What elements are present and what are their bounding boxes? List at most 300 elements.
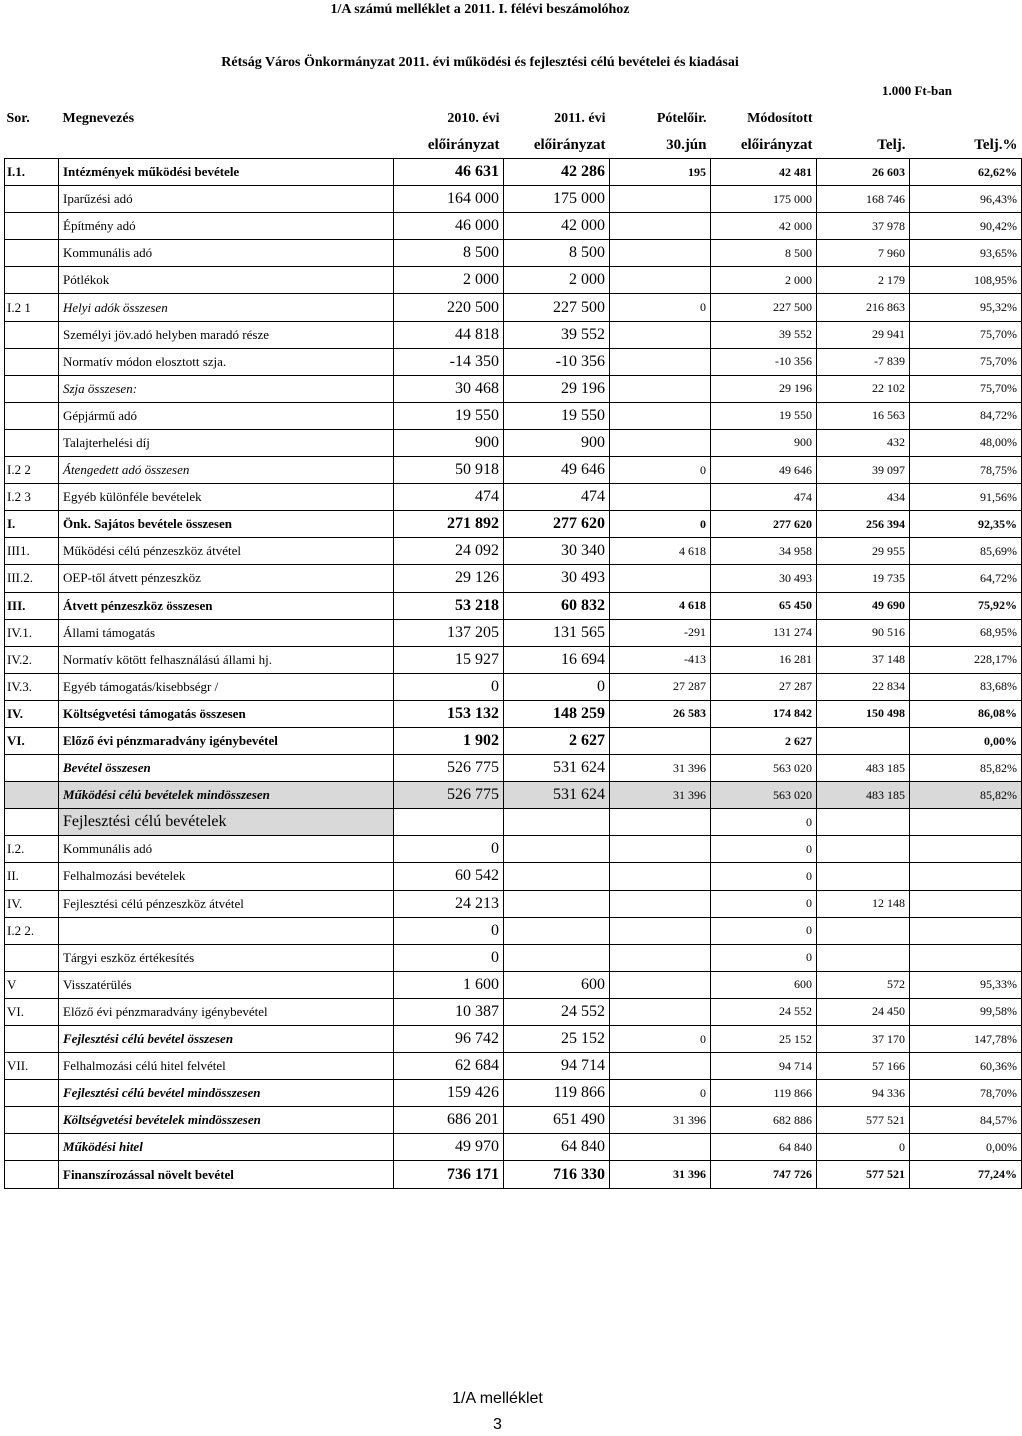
table-row <box>5 159 1022 186</box>
table-row <box>5 782 1022 809</box>
cell-fulfillment-percent: 86,08% <box>910 700 1022 727</box>
table-row <box>5 592 1022 619</box>
cell-prev-year-budget: 1 902 <box>394 727 504 754</box>
table-row <box>5 1053 1022 1080</box>
table-row <box>5 321 1022 348</box>
table-row <box>5 511 1022 538</box>
cell-supplement: 0 <box>610 1026 711 1053</box>
table-row <box>5 240 1022 267</box>
cell-fulfillment <box>817 809 910 836</box>
cell-row-name: Bevétel összesen <box>59 755 394 782</box>
cell-current-budget: 900 <box>504 429 610 456</box>
header-row <box>5 132 1022 159</box>
cell-fulfillment: 22 102 <box>817 375 910 402</box>
cell-current-budget <box>504 944 610 971</box>
cell-fulfillment: 168 746 <box>817 186 910 213</box>
table-row <box>5 890 1022 917</box>
cell-modified-budget: 24 552 <box>711 998 817 1025</box>
table-row <box>5 917 1022 944</box>
cell-row-code: I.2 2 <box>5 457 59 484</box>
cell-supplement <box>610 971 711 998</box>
cell-modified-budget: 8 500 <box>711 240 817 267</box>
cell-fulfillment: 29 955 <box>817 538 910 565</box>
cell-supplement: 0 <box>610 457 711 484</box>
cell-fulfillment-percent: 90,42% <box>910 213 1022 240</box>
cell-modified-budget: 131 274 <box>711 619 817 646</box>
cell-current-budget: 2 627 <box>504 727 610 754</box>
cell-prev-year-budget: 0 <box>394 917 504 944</box>
cell-row-name: Megnevezés <box>62 111 135 126</box>
cell-fulfillment-percent: 96,43% <box>910 186 1022 213</box>
cell-fulfillment <box>817 106 910 132</box>
cell-fulfillment-percent: 93,65% <box>910 240 1022 267</box>
cell-row-code: IV. <box>5 890 59 917</box>
cell-supplement <box>610 484 711 511</box>
cell-modified-budget: 0 <box>711 863 817 890</box>
cell-supplement <box>610 1134 711 1161</box>
cell-fulfillment: 39 097 <box>817 457 910 484</box>
header-row <box>5 106 1022 132</box>
cell-modified-budget: 563 020 <box>711 755 817 782</box>
cell-prev-year-budget: 220 500 <box>394 294 504 321</box>
cell-prev-year-budget: 474 <box>394 484 504 511</box>
cell-row-name: Fejlesztési célú bevétel összesen <box>59 1026 394 1053</box>
cell-prev-year-budget: 137 205 <box>394 619 504 646</box>
cell-supplement: 4 618 <box>610 538 711 565</box>
cell-fulfillment-percent: 78,75% <box>910 457 1022 484</box>
table-row <box>5 1161 1022 1188</box>
cell-modified-budget: -10 356 <box>711 348 817 375</box>
cell-fulfillment: -7 839 <box>817 348 910 375</box>
cell-supplement <box>610 429 711 456</box>
cell-prev-year-budget: 60 542 <box>394 863 504 890</box>
cell-supplement <box>610 809 711 836</box>
cell-row-code: IV.2. <box>5 646 59 673</box>
cell-current-budget: 42 286 <box>504 159 610 186</box>
cell-prev-year-budget: 1 600 <box>394 971 504 998</box>
cell-modified-budget: 900 <box>711 429 817 456</box>
cell-fulfillment: 432 <box>817 429 910 456</box>
cell-row-name: Állami támogatás <box>59 619 394 646</box>
cell-supplement <box>610 402 711 429</box>
footer-label: 1/A melléklet <box>452 1390 543 1407</box>
cell-supplement <box>610 863 711 890</box>
cell-row-name: Előző évi pénzmaradvány igénybevétel <box>59 998 394 1025</box>
cell-fulfillment: 26 603 <box>817 159 910 186</box>
cell-prev-year-budget: 736 171 <box>394 1161 504 1188</box>
cell-fulfillment: 49 690 <box>817 592 910 619</box>
cell-modified-budget: Módosított <box>747 111 813 126</box>
cell-fulfillment-percent: Telj.% <box>974 136 1018 153</box>
cell-fulfillment-percent: 228,17% <box>910 646 1022 673</box>
cell-prev-year-budget <box>394 809 504 836</box>
cell-fulfillment-percent: 85,82% <box>910 782 1022 809</box>
cell-supplement <box>610 917 711 944</box>
cell-current-budget: 651 490 <box>504 1107 610 1134</box>
cell-fulfillment-percent <box>910 944 1022 971</box>
cell-row-name: Normatív kötött felhasználású állami hj. <box>59 646 394 673</box>
cell-row-code <box>5 132 59 159</box>
table-row <box>5 673 1022 700</box>
cell-row-name: Kommunális adó <box>59 240 394 267</box>
cell-fulfillment-percent: 75,70% <box>910 375 1022 402</box>
cell-modified-budget: 227 500 <box>711 294 817 321</box>
cell-supplement <box>610 565 711 592</box>
cell-fulfillment: 37 148 <box>817 646 910 673</box>
cell-row-name: Működési célú pénzeszköz átvétel <box>59 538 394 565</box>
cell-current-budget: 474 <box>504 484 610 511</box>
cell-prev-year-budget: 0 <box>394 836 504 863</box>
cell-supplement: 30.jún <box>666 136 707 153</box>
cell-fulfillment: Telj. <box>877 136 906 153</box>
cell-supplement <box>610 348 711 375</box>
cell-row-name: Intézmények működési bevétele <box>59 159 394 186</box>
cell-row-code: IV.1. <box>5 619 59 646</box>
cell-row-name <box>59 132 394 159</box>
cell-prev-year-budget: 10 387 <box>394 998 504 1025</box>
cell-modified-budget: 0 <box>711 836 817 863</box>
cell-current-budget: 19 550 <box>504 402 610 429</box>
cell-current-budget: 94 714 <box>504 1053 610 1080</box>
table-row <box>5 998 1022 1025</box>
cell-fulfillment: 7 960 <box>817 240 910 267</box>
cell-prev-year-budget: 46 631 <box>394 159 504 186</box>
cell-row-code: I.2 2. <box>5 917 59 944</box>
cell-row-code <box>5 186 59 213</box>
cell-modified-budget: 34 958 <box>711 538 817 565</box>
cell-modified-budget: 747 726 <box>711 1161 817 1188</box>
cell-current-budget: 30 340 <box>504 538 610 565</box>
cell-current-budget: 8 500 <box>504 240 610 267</box>
cell-fulfillment-percent <box>910 890 1022 917</box>
cell-row-code <box>5 782 59 809</box>
table-row <box>5 186 1022 213</box>
cell-fulfillment: 0 <box>817 1134 910 1161</box>
cell-row-code <box>5 1107 59 1134</box>
cell-modified-budget: 0 <box>711 944 817 971</box>
table-row <box>5 1134 1022 1161</box>
cell-row-name: OEP-től átvett pénzeszköz <box>59 565 394 592</box>
cell-fulfillment <box>817 863 910 890</box>
cell-fulfillment: 37 170 <box>817 1026 910 1053</box>
cell-row-code <box>5 429 59 456</box>
cell-prev-year-budget: 0 <box>394 944 504 971</box>
cell-fulfillment-percent: 78,70% <box>910 1080 1022 1107</box>
cell-supplement <box>610 727 711 754</box>
cell-modified-budget: 563 020 <box>711 782 817 809</box>
cell-prev-year-budget: 0 <box>394 673 504 700</box>
cell-fulfillment: 483 185 <box>817 782 910 809</box>
cell-fulfillment-percent: 77,24% <box>910 1161 1022 1188</box>
cell-row-code <box>5 267 59 294</box>
cell-supplement: 195 <box>610 159 711 186</box>
table-row <box>5 348 1022 375</box>
cell-row-name: Fejlesztési célú bevétel mindösszesen <box>59 1080 394 1107</box>
cell-fulfillment: 256 394 <box>817 511 910 538</box>
table-row <box>5 646 1022 673</box>
cell-current-budget: 131 565 <box>504 619 610 646</box>
cell-prev-year-budget: 19 550 <box>394 402 504 429</box>
cell-prev-year-budget: -14 350 <box>394 348 504 375</box>
cell-fulfillment: 16 563 <box>817 402 910 429</box>
cell-fulfillment-percent: 147,78% <box>910 1026 1022 1053</box>
table-row <box>5 267 1022 294</box>
cell-row-code: III. <box>5 592 59 619</box>
cell-current-budget: 531 624 <box>504 782 610 809</box>
cell-row-code <box>5 1134 59 1161</box>
cell-modified-budget: 0 <box>711 890 817 917</box>
cell-row-code: I.2 3 <box>5 484 59 511</box>
cell-current-budget: 175 000 <box>504 186 610 213</box>
cell-fulfillment-percent: 95,33% <box>910 971 1022 998</box>
cell-modified-budget: 175 000 <box>711 186 817 213</box>
cell-row-code: I.1. <box>5 159 59 186</box>
table-row <box>5 565 1022 592</box>
cell-row-name: Felhalmozási bevételek <box>59 863 394 890</box>
cell-fulfillment-percent <box>910 863 1022 890</box>
cell-modified-budget: 29 196 <box>711 375 817 402</box>
cell-current-budget <box>504 836 610 863</box>
cell-fulfillment-percent: 85,82% <box>910 755 1022 782</box>
cell-fulfillment: 483 185 <box>817 755 910 782</box>
cell-modified-budget: 474 <box>711 484 817 511</box>
page-number: 3 <box>493 1416 502 1433</box>
cell-fulfillment: 216 863 <box>817 294 910 321</box>
table-row <box>5 484 1022 511</box>
cell-current-budget: 49 646 <box>504 457 610 484</box>
cell-row-code <box>5 240 59 267</box>
table-row <box>5 809 1022 836</box>
cell-supplement <box>610 836 711 863</box>
cell-row-code <box>5 1026 59 1053</box>
cell-modified-budget: 0 <box>711 917 817 944</box>
cell-modified-budget: 600 <box>711 971 817 998</box>
cell-current-budget: -10 356 <box>504 348 610 375</box>
table-row <box>5 1080 1022 1107</box>
cell-supplement <box>610 998 711 1025</box>
cell-current-budget: 148 259 <box>504 700 610 727</box>
cell-prev-year-budget: 2010. évi <box>447 111 500 126</box>
cell-fulfillment: 22 834 <box>817 673 910 700</box>
cell-row-code <box>5 944 59 971</box>
cell-row-name: Önk. Sajátos bevétele összesen <box>59 511 394 538</box>
cell-prev-year-budget: 900 <box>394 429 504 456</box>
cell-prev-year-budget: 159 426 <box>394 1080 504 1107</box>
cell-current-budget: 30 493 <box>504 565 610 592</box>
cell-modified-budget: 49 646 <box>711 457 817 484</box>
cell-row-name: Gépjármű adó <box>59 402 394 429</box>
table-row <box>5 619 1022 646</box>
cell-row-name: Finanszírozással növelt bevétel <box>59 1161 394 1188</box>
cell-fulfillment-percent: 83,68% <box>910 673 1022 700</box>
cell-modified-budget: 2 000 <box>711 267 817 294</box>
cell-row-code: Sor. <box>6 111 30 126</box>
cell-row-code: I.2. <box>5 836 59 863</box>
table-row <box>5 944 1022 971</box>
cell-modified-budget: 42 481 <box>711 159 817 186</box>
cell-row-code: VII. <box>5 1053 59 1080</box>
table-row <box>5 213 1022 240</box>
cell-row-name: Kommunális adó <box>59 836 394 863</box>
cell-fulfillment: 150 498 <box>817 700 910 727</box>
cell-current-budget <box>504 809 610 836</box>
cell-fulfillment-percent: 108,95% <box>910 267 1022 294</box>
cell-prev-year-budget: 526 775 <box>394 782 504 809</box>
cell-prev-year-budget: 53 218 <box>394 592 504 619</box>
cell-prev-year-budget: 153 132 <box>394 700 504 727</box>
table-row <box>5 429 1022 456</box>
document-title: 1/A számú melléklet a 2011. I. félévi beszámolóhoz <box>330 2 630 17</box>
cell-supplement <box>610 1053 711 1080</box>
cell-current-budget <box>504 863 610 890</box>
cell-fulfillment: 12 148 <box>817 890 910 917</box>
cell-fulfillment: 24 450 <box>817 998 910 1025</box>
table-row <box>5 971 1022 998</box>
cell-supplement <box>610 267 711 294</box>
cell-fulfillment <box>817 727 910 754</box>
cell-modified-budget: 0 <box>711 809 817 836</box>
cell-row-code: V <box>5 971 59 998</box>
cell-supplement <box>610 944 711 971</box>
cell-prev-year-budget: 2 000 <box>394 267 504 294</box>
cell-row-name: Felhalmozási célú hitel felvétel <box>59 1053 394 1080</box>
table-row <box>5 1026 1022 1053</box>
cell-row-name: Személyi jöv.adó helyben maradó része <box>59 321 394 348</box>
cell-row-name: Visszatérülés <box>59 971 394 998</box>
cell-prev-year-budget: 30 468 <box>394 375 504 402</box>
cell-current-budget: előirányzat <box>533 136 606 153</box>
cell-row-name: Fejlesztési célú bevételek <box>59 809 394 836</box>
cell-row-code <box>5 402 59 429</box>
cell-row-code: III1. <box>5 538 59 565</box>
unit-label: 1.000 Ft-ban <box>881 83 952 98</box>
cell-supplement: 0 <box>610 294 711 321</box>
cell-current-budget: 2 000 <box>504 267 610 294</box>
cell-row-code <box>5 213 59 240</box>
cell-row-name: Helyi adók összesen <box>59 294 394 321</box>
cell-row-name: Egyéb különféle bevételek <box>59 484 394 511</box>
cell-fulfillment-percent: 62,62% <box>910 159 1022 186</box>
cell-current-budget: 600 <box>504 971 610 998</box>
cell-row-name: Normatív módon elosztott szja. <box>59 348 394 375</box>
cell-fulfillment-percent: 75,70% <box>910 321 1022 348</box>
cell-supplement: 4 618 <box>610 592 711 619</box>
cell-fulfillment <box>817 944 910 971</box>
cell-fulfillment-percent: 84,57% <box>910 1107 1022 1134</box>
cell-prev-year-budget: 62 684 <box>394 1053 504 1080</box>
cell-row-name: Átvett pénzeszköz összesen <box>59 592 394 619</box>
table-row <box>5 457 1022 484</box>
cell-fulfillment-percent <box>910 836 1022 863</box>
cell-prev-year-budget: 15 927 <box>394 646 504 673</box>
cell-row-name: Költségvetési bevételek mindösszesen <box>59 1107 394 1134</box>
cell-supplement <box>610 213 711 240</box>
cell-row-code <box>5 348 59 375</box>
cell-row-name: Talajterhelési díj <box>59 429 394 456</box>
cell-modified-budget: 682 886 <box>711 1107 817 1134</box>
cell-row-code: I.2 1 <box>5 294 59 321</box>
cell-prev-year-budget: 96 742 <box>394 1026 504 1053</box>
cell-row-name: Iparűzési adó <box>59 186 394 213</box>
cell-row-name: Tárgyi eszköz értékesítés <box>59 944 394 971</box>
cell-row-name: Fejlesztési célú pénzeszköz átvétel <box>59 890 394 917</box>
cell-modified-budget: 174 842 <box>711 700 817 727</box>
cell-modified-budget: 30 493 <box>711 565 817 592</box>
cell-current-budget: 716 330 <box>504 1161 610 1188</box>
cell-fulfillment-percent: 48,00% <box>910 429 1022 456</box>
cell-supplement: 31 396 <box>610 1161 711 1188</box>
cell-current-budget: 64 840 <box>504 1134 610 1161</box>
cell-fulfillment-percent <box>910 106 1022 132</box>
cell-fulfillment-percent: 75,92% <box>910 592 1022 619</box>
cell-fulfillment: 29 941 <box>817 321 910 348</box>
cell-prev-year-budget: 44 818 <box>394 321 504 348</box>
cell-prev-year-budget: 24 213 <box>394 890 504 917</box>
table-title: Rétság Város Önkormányzat 2011. évi működési és fejlesztési célú bevételei és kiadásai <box>221 55 739 70</box>
table-row <box>5 700 1022 727</box>
cell-supplement: -413 <box>610 646 711 673</box>
cell-row-name: Szja összesen: <box>59 375 394 402</box>
cell-fulfillment: 94 336 <box>817 1080 910 1107</box>
cell-prev-year-budget: 526 775 <box>394 755 504 782</box>
table-row <box>5 375 1022 402</box>
cell-prev-year-budget: 29 126 <box>394 565 504 592</box>
cell-row-code <box>5 1080 59 1107</box>
cell-modified-budget: 19 550 <box>711 402 817 429</box>
cell-row-code: VI. <box>5 727 59 754</box>
cell-prev-year-budget: 686 201 <box>394 1107 504 1134</box>
cell-prev-year-budget: 271 892 <box>394 511 504 538</box>
table-row <box>5 402 1022 429</box>
cell-row-code <box>5 1161 59 1188</box>
revenue-table-body <box>5 106 1022 1188</box>
cell-fulfillment: 572 <box>817 971 910 998</box>
cell-row-code: VI. <box>5 998 59 1025</box>
cell-prev-year-budget: 24 092 <box>394 538 504 565</box>
cell-row-name: Átengedett adó összesen <box>59 457 394 484</box>
table-row <box>5 863 1022 890</box>
cell-fulfillment: 57 166 <box>817 1053 910 1080</box>
cell-current-budget <box>504 917 610 944</box>
cell-prev-year-budget: 8 500 <box>394 240 504 267</box>
cell-modified-budget: 42 000 <box>711 213 817 240</box>
table-row <box>5 727 1022 754</box>
cell-modified-budget: előirányzat <box>740 136 813 153</box>
cell-fulfillment-percent: 99,58% <box>910 998 1022 1025</box>
table-row <box>5 1107 1022 1134</box>
cell-supplement: 31 396 <box>610 782 711 809</box>
cell-current-budget: 0 <box>504 673 610 700</box>
cell-row-name: Építmény adó <box>59 213 394 240</box>
cell-fulfillment: 19 735 <box>817 565 910 592</box>
cell-fulfillment-percent: 84,72% <box>910 402 1022 429</box>
cell-fulfillment-percent: 91,56% <box>910 484 1022 511</box>
cell-modified-budget: 27 287 <box>711 673 817 700</box>
cell-row-code <box>5 375 59 402</box>
cell-fulfillment-percent: 95,32% <box>910 294 1022 321</box>
cell-fulfillment-percent: 68,95% <box>910 619 1022 646</box>
cell-row-code: II. <box>5 863 59 890</box>
cell-modified-budget: 16 281 <box>711 646 817 673</box>
cell-prev-year-budget: 164 000 <box>394 186 504 213</box>
cell-current-budget: 60 832 <box>504 592 610 619</box>
table-row <box>5 836 1022 863</box>
cell-row-code <box>5 809 59 836</box>
cell-current-budget: 42 000 <box>504 213 610 240</box>
cell-modified-budget: 65 450 <box>711 592 817 619</box>
cell-current-budget: 227 500 <box>504 294 610 321</box>
cell-current-budget: 39 552 <box>504 321 610 348</box>
